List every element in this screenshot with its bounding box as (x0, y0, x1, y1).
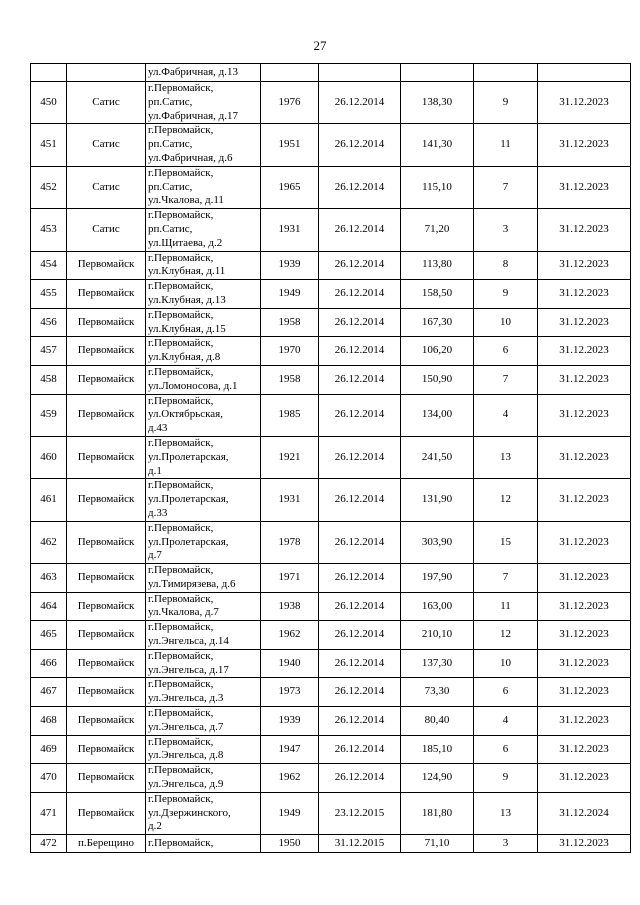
area-cell: 134,00 (401, 394, 474, 436)
resident-count-cell: 10 (474, 649, 538, 678)
address-cell (146, 251, 261, 280)
year-built-cell: 1949 (261, 280, 319, 309)
row-number-cell: 454 (31, 251, 67, 280)
row-number-cell: 459 (31, 394, 67, 436)
resident-count-cell: 7 (474, 564, 538, 593)
table-row (31, 764, 631, 793)
row-number-cell: 464 (31, 592, 67, 621)
inclusion-date-cell: 26.12.2014 (319, 124, 401, 166)
year-built-cell: 1947 (261, 735, 319, 764)
inclusion-date-cell: 26.12.2014 (319, 365, 401, 394)
deadline-cell: 31.12.2023 (538, 280, 631, 309)
address-line: г.Первомайск, (148, 124, 214, 137)
address-line: рп.Сатис, (148, 95, 193, 108)
resident-count-cell: 7 (474, 166, 538, 208)
resident-count-cell: 12 (474, 479, 538, 521)
resident-count-cell: 12 (474, 621, 538, 650)
locality-cell: Первомайск (67, 436, 146, 478)
area-cell (401, 64, 474, 82)
address-cell (146, 678, 261, 707)
inclusion-date-cell: 26.12.2014 (319, 592, 401, 621)
area-cell: 210,10 (401, 621, 474, 650)
area-cell: 137,30 (401, 649, 474, 678)
table-row (31, 166, 631, 208)
address-line: г.Первомайск, (148, 308, 214, 321)
year-built-cell: 1931 (261, 479, 319, 521)
area-cell: 73,30 (401, 678, 474, 707)
deadline-cell: 31.12.2023 (538, 166, 631, 208)
address-line: ул.Энгельса, д.14 (148, 635, 229, 648)
inclusion-date-cell: 23.12.2015 (319, 792, 401, 834)
page-number: 27 (313, 38, 327, 53)
address-line: рп.Сатис, (148, 222, 193, 235)
area-cell: 113,80 (401, 251, 474, 280)
locality-cell (67, 64, 146, 82)
table-row (31, 621, 631, 650)
inclusion-date-cell: 26.12.2014 (319, 436, 401, 478)
table-row (31, 479, 631, 521)
address-line: ул.Фабричная, д.17 (148, 109, 239, 122)
year-built-cell: 1951 (261, 124, 319, 166)
table-row (31, 82, 631, 124)
area-cell: 131,90 (401, 479, 474, 521)
resident-count-cell: 15 (474, 521, 538, 563)
address-line: д.2 (148, 820, 162, 833)
table-row (31, 678, 631, 707)
address-line: ул.Чкалова, д.11 (148, 194, 224, 207)
row-number-cell: 466 (31, 649, 67, 678)
address-line: г.Первомайск, (148, 764, 214, 777)
address-line: ул.Клубная, д.11 (148, 265, 226, 278)
year-built-cell: 1940 (261, 649, 319, 678)
locality-cell: Первомайск (67, 280, 146, 309)
resident-count-cell: 6 (474, 337, 538, 366)
locality-cell: Первомайск (67, 564, 146, 593)
inclusion-date-cell: 26.12.2014 (319, 308, 401, 337)
resident-count-cell: 10 (474, 308, 538, 337)
deadline-cell: 31.12.2023 (538, 436, 631, 478)
year-built-cell: 1985 (261, 394, 319, 436)
year-built-cell: 1973 (261, 678, 319, 707)
address-cell (146, 792, 261, 834)
resident-count-cell: 9 (474, 280, 538, 309)
address-cell (146, 564, 261, 593)
deadline-cell: 31.12.2023 (538, 564, 631, 593)
resident-count-cell: 13 (474, 436, 538, 478)
area-cell: 138,30 (401, 82, 474, 124)
table-row (31, 64, 631, 82)
inclusion-date-cell: 26.12.2014 (319, 280, 401, 309)
year-built-cell: 1965 (261, 166, 319, 208)
row-number-cell (31, 64, 67, 82)
resident-count-cell: 9 (474, 82, 538, 124)
address-line: г.Первомайск, (148, 280, 214, 293)
table-row (31, 280, 631, 309)
row-number-cell: 458 (31, 365, 67, 394)
deadline-cell: 31.12.2023 (538, 764, 631, 793)
row-number-cell: 451 (31, 124, 67, 166)
address-line: ул.Фабричная, д.13 (148, 65, 239, 78)
address-cell (146, 64, 261, 82)
deadline-cell: 31.12.2023 (538, 365, 631, 394)
locality-cell: Первомайск (67, 337, 146, 366)
area-cell: 115,10 (401, 166, 474, 208)
resident-count-cell: 3 (474, 209, 538, 251)
inclusion-date-cell: 26.12.2014 (319, 166, 401, 208)
address-line: г.Первомайск, (148, 521, 214, 534)
table-row (31, 337, 631, 366)
inclusion-date-cell: 26.12.2014 (319, 764, 401, 793)
table-row (31, 436, 631, 478)
inclusion-date-cell: 26.12.2014 (319, 394, 401, 436)
year-built-cell: 1958 (261, 308, 319, 337)
row-number-cell: 453 (31, 209, 67, 251)
year-built-cell: 1921 (261, 436, 319, 478)
area-cell: 303,90 (401, 521, 474, 563)
table-row (31, 124, 631, 166)
address-cell (146, 337, 261, 366)
deadline-cell: 31.12.2023 (538, 592, 631, 621)
row-number-cell: 455 (31, 280, 67, 309)
address-line: г.Первомайск, (148, 166, 214, 179)
year-built-cell: 1939 (261, 251, 319, 280)
year-built-cell: 1962 (261, 764, 319, 793)
address-cell (146, 308, 261, 337)
area-cell: 158,50 (401, 280, 474, 309)
year-built-cell: 1978 (261, 521, 319, 563)
address-line: д.7 (148, 549, 162, 562)
row-number-cell: 467 (31, 678, 67, 707)
table-row (31, 792, 631, 834)
resident-count-cell: 6 (474, 678, 538, 707)
deadline-cell: 31.12.2023 (538, 735, 631, 764)
address-line: рп.Сатис, (148, 138, 193, 151)
inclusion-date-cell: 31.12.2015 (319, 835, 401, 853)
address-line: г.Первомайск, (148, 836, 214, 849)
address-line: г.Первомайск, (148, 479, 214, 492)
row-number-cell: 463 (31, 564, 67, 593)
inclusion-date-cell: 26.12.2014 (319, 209, 401, 251)
address-line: ул.Клубная, д.15 (148, 322, 226, 335)
address-cell (146, 592, 261, 621)
address-line: ул.Энгельса, д.9 (148, 778, 224, 791)
row-number-cell: 472 (31, 835, 67, 853)
inclusion-date-cell: 26.12.2014 (319, 337, 401, 366)
address-cell (146, 82, 261, 124)
resident-count-cell: 8 (474, 251, 538, 280)
area-cell: 80,40 (401, 707, 474, 736)
table-body (31, 64, 631, 853)
deadline-cell: 31.12.2023 (538, 394, 631, 436)
address-line: ул.Энгельса, д.7 (148, 720, 224, 733)
area-cell: 150,90 (401, 365, 474, 394)
row-number-cell: 471 (31, 792, 67, 834)
locality-cell: Первомайск (67, 735, 146, 764)
address-line: ул.Клубная, д.13 (148, 293, 226, 306)
deadline-cell: 31.12.2023 (538, 479, 631, 521)
locality-cell: Первомайск (67, 707, 146, 736)
address-cell (146, 707, 261, 736)
address-line: ул.Энгельса, д.3 (148, 692, 224, 705)
address-line: ул.Пролетарская, (148, 535, 229, 548)
resident-count-cell: 13 (474, 792, 538, 834)
area-cell: 141,30 (401, 124, 474, 166)
address-cell (146, 479, 261, 521)
address-cell (146, 521, 261, 563)
year-built-cell: 1970 (261, 337, 319, 366)
row-number-cell: 470 (31, 764, 67, 793)
year-built-cell: 1950 (261, 835, 319, 853)
address-line: ул.Энгельса, д.8 (148, 749, 224, 762)
inclusion-date-cell (319, 64, 401, 82)
address-line: г.Первомайск, (148, 209, 214, 222)
address-line: ул.Октябрьская, (148, 408, 223, 421)
address-cell (146, 764, 261, 793)
table-row (31, 308, 631, 337)
address-cell (146, 166, 261, 208)
locality-cell: Сатис (67, 82, 146, 124)
address-line: ул.Чкалова, д.7 (148, 606, 219, 619)
inclusion-date-cell: 26.12.2014 (319, 521, 401, 563)
area-cell: 163,00 (401, 592, 474, 621)
inclusion-date-cell: 26.12.2014 (319, 678, 401, 707)
address-line: ул.Энгельса, д.17 (148, 663, 229, 676)
locality-cell: Первомайск (67, 621, 146, 650)
address-line: ул.Ломоносова, д.1 (148, 379, 238, 392)
address-line: ул.Пролетарская, (148, 493, 229, 506)
row-number-cell: 462 (31, 521, 67, 563)
address-line: ул.Клубная, д.8 (148, 351, 221, 364)
table-row (31, 592, 631, 621)
locality-cell: Сатис (67, 166, 146, 208)
deadline-cell: 31.12.2023 (538, 621, 631, 650)
table-row (31, 564, 631, 593)
address-cell (146, 394, 261, 436)
table-row (31, 521, 631, 563)
row-number-cell: 456 (31, 308, 67, 337)
year-built-cell: 1976 (261, 82, 319, 124)
area-cell: 71,10 (401, 835, 474, 853)
area-cell: 167,30 (401, 308, 474, 337)
address-line: г.Первомайск, (148, 735, 214, 748)
year-built-cell (261, 64, 319, 82)
locality-cell: Сатис (67, 209, 146, 251)
resident-count-cell: 6 (474, 735, 538, 764)
inclusion-date-cell: 26.12.2014 (319, 479, 401, 521)
deadline-cell (538, 64, 631, 82)
locality-cell: п.Берещино (67, 835, 146, 853)
inclusion-date-cell: 26.12.2014 (319, 564, 401, 593)
row-number-cell: 468 (31, 707, 67, 736)
table-row (31, 394, 631, 436)
row-number-cell: 450 (31, 82, 67, 124)
resident-count-cell: 4 (474, 394, 538, 436)
address-line: г.Первомайск, (148, 436, 214, 449)
locality-cell: Первомайск (67, 394, 146, 436)
table-row (31, 251, 631, 280)
deadline-cell: 31.12.2023 (538, 678, 631, 707)
inclusion-date-cell: 26.12.2014 (319, 735, 401, 764)
address-line: г.Первомайск, (148, 337, 214, 350)
address-line: г.Первомайск, (148, 649, 214, 662)
resident-count-cell: 4 (474, 707, 538, 736)
deadline-cell: 31.12.2024 (538, 792, 631, 834)
table-row (31, 649, 631, 678)
locality-cell: Первомайск (67, 592, 146, 621)
area-cell: 124,90 (401, 764, 474, 793)
address-cell (146, 124, 261, 166)
locality-cell: Первомайск (67, 251, 146, 280)
address-line: г.Первомайск, (148, 621, 214, 634)
resident-count-cell: 3 (474, 835, 538, 853)
year-built-cell: 1971 (261, 564, 319, 593)
table-row (31, 735, 631, 764)
table-row (31, 209, 631, 251)
address-cell (146, 280, 261, 309)
address-line: ул.Дзержинского, (148, 806, 231, 819)
address-line: г.Первомайск, (148, 365, 214, 378)
address-line: д.33 (148, 506, 168, 519)
inclusion-date-cell: 26.12.2014 (319, 621, 401, 650)
address-line: г.Первомайск, (148, 82, 214, 94)
deadline-cell: 31.12.2023 (538, 124, 631, 166)
table-row (31, 835, 631, 853)
address-line: г.Первомайск, (148, 394, 214, 407)
address-cell (146, 436, 261, 478)
address-line: г.Первомайск, (148, 707, 214, 720)
deadline-cell: 31.12.2023 (538, 337, 631, 366)
row-number-cell: 457 (31, 337, 67, 366)
year-built-cell: 1931 (261, 209, 319, 251)
row-number-cell: 465 (31, 621, 67, 650)
address-line: рп.Сатис, (148, 180, 193, 193)
address-line: ул.Тимирязева, д.6 (148, 577, 236, 590)
year-built-cell: 1938 (261, 592, 319, 621)
locality-cell: Первомайск (67, 521, 146, 563)
year-built-cell: 1949 (261, 792, 319, 834)
address-cell (146, 835, 261, 853)
row-number-cell: 469 (31, 735, 67, 764)
inclusion-date-cell: 26.12.2014 (319, 707, 401, 736)
address-line: г.Первомайск, (148, 792, 214, 805)
table-row (31, 707, 631, 736)
deadline-cell: 31.12.2023 (538, 649, 631, 678)
resident-count-cell (474, 64, 538, 82)
deadline-cell: 31.12.2023 (538, 521, 631, 563)
address-line: г.Первомайск, (148, 564, 214, 577)
locality-cell: Первомайск (67, 308, 146, 337)
table-row (31, 365, 631, 394)
address-line: ул.Щитаева, д.2 (148, 236, 223, 249)
address-line: ул.Фабричная, д.6 (148, 151, 233, 164)
year-built-cell: 1939 (261, 707, 319, 736)
year-built-cell: 1962 (261, 621, 319, 650)
locality-cell: Первомайск (67, 649, 146, 678)
deadline-cell: 31.12.2023 (538, 707, 631, 736)
housing-registry-table (30, 63, 631, 853)
locality-cell: Первомайск (67, 764, 146, 793)
address-cell (146, 621, 261, 650)
area-cell: 106,20 (401, 337, 474, 366)
address-cell (146, 649, 261, 678)
area-cell: 197,90 (401, 564, 474, 593)
locality-cell: Первомайск (67, 365, 146, 394)
deadline-cell: 31.12.2023 (538, 209, 631, 251)
address-line: ул.Пролетарская, (148, 450, 229, 463)
address-line: г.Первомайск, (148, 251, 214, 264)
address-line: д.43 (148, 422, 168, 435)
address-line: г.Первомайск, (148, 678, 214, 691)
deadline-cell: 31.12.2023 (538, 308, 631, 337)
inclusion-date-cell: 26.12.2014 (319, 82, 401, 124)
locality-cell: Первомайск (67, 479, 146, 521)
year-built-cell: 1958 (261, 365, 319, 394)
area-cell: 241,50 (401, 436, 474, 478)
area-cell: 71,20 (401, 209, 474, 251)
inclusion-date-cell: 26.12.2014 (319, 251, 401, 280)
address-cell (146, 209, 261, 251)
resident-count-cell: 7 (474, 365, 538, 394)
inclusion-date-cell: 26.12.2014 (319, 649, 401, 678)
locality-cell: Сатис (67, 124, 146, 166)
address-line: д.1 (148, 464, 162, 477)
address-line: г.Первомайск, (148, 592, 214, 605)
resident-count-cell: 11 (474, 592, 538, 621)
locality-cell: Первомайск (67, 792, 146, 834)
area-cell: 185,10 (401, 735, 474, 764)
address-cell (146, 365, 261, 394)
deadline-cell: 31.12.2023 (538, 835, 631, 853)
resident-count-cell: 11 (474, 124, 538, 166)
resident-count-cell: 9 (474, 764, 538, 793)
deadline-cell: 31.12.2023 (538, 82, 631, 124)
deadline-cell: 31.12.2023 (538, 251, 631, 280)
row-number-cell: 461 (31, 479, 67, 521)
locality-cell: Первомайск (67, 678, 146, 707)
address-cell (146, 735, 261, 764)
row-number-cell: 452 (31, 166, 67, 208)
row-number-cell: 460 (31, 436, 67, 478)
area-cell: 181,80 (401, 792, 474, 834)
